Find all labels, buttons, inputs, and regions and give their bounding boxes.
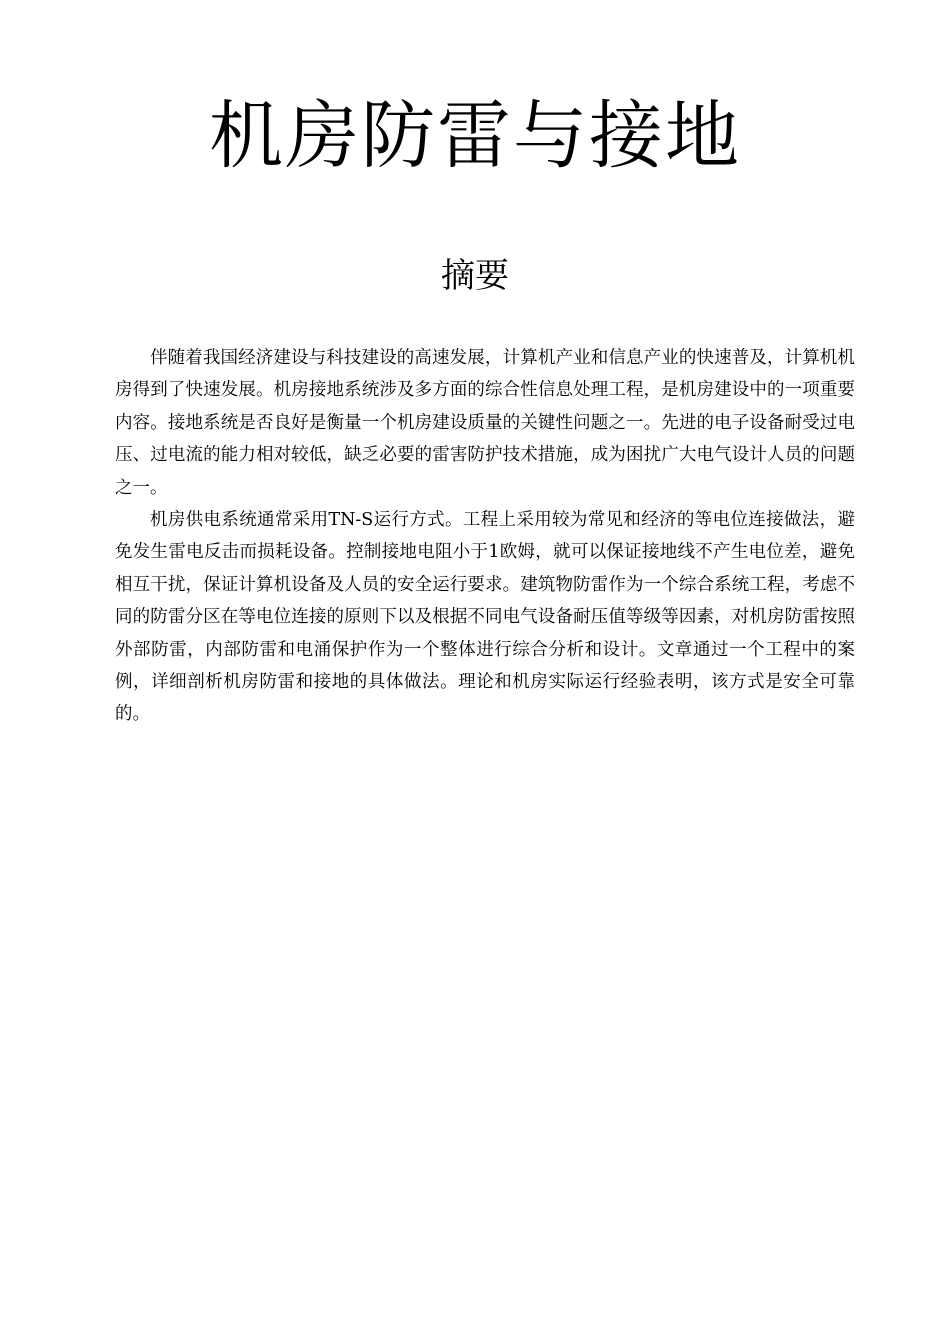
- abstract-paragraph-1: 伴随着我国经济建设与科技建设的高速发展，计算机产业和信息产业的快速普及，计算机机房得到了快速发展。机房接地系统涉及多方面的综合性信息处理工程，是机房建设中的一项重要内容。接地系统是否良好是衡量一个机房建设质量的关键性问题之一。先进的电子设备耐受过电压、过电流的能力相对较低，缺乏必要的雷害防护技术措施，成为困扰广大电气设计人员的问题之一。: [115, 348, 855, 498]
- abstract-heading: 摘要: [441, 256, 509, 296]
- document-title: 机房防雷与接地: [209, 93, 741, 179]
- abstract-body: [115, 342, 855, 731]
- abstract-paragraph-2: 机房供电系统通常采用TN-S运行方式。工程上采用较为常见和经济的等电位连接做法，避免发生雷电反击而损耗设备。控制接地电阻小于1欧姆，就可以保证接地线不产生电位差，避免相互干扰，保证计算机设备及人员的安全运行要求。建筑物防雷作为一个综合系统工程，考虑不同的防雷分区在等电位连接的原则下以及根据不同电气设备耐压值等级等因素，对机房防雷按照外部防雷，内部防雷和电涌保护作为一个整体进行综合分析和设计。文章通过一个工程中的案例，详细剖析机房防雷和接地的具体做法。理论和机房实际运行经验表明，该方式是安全可靠的。: [115, 510, 855, 725]
